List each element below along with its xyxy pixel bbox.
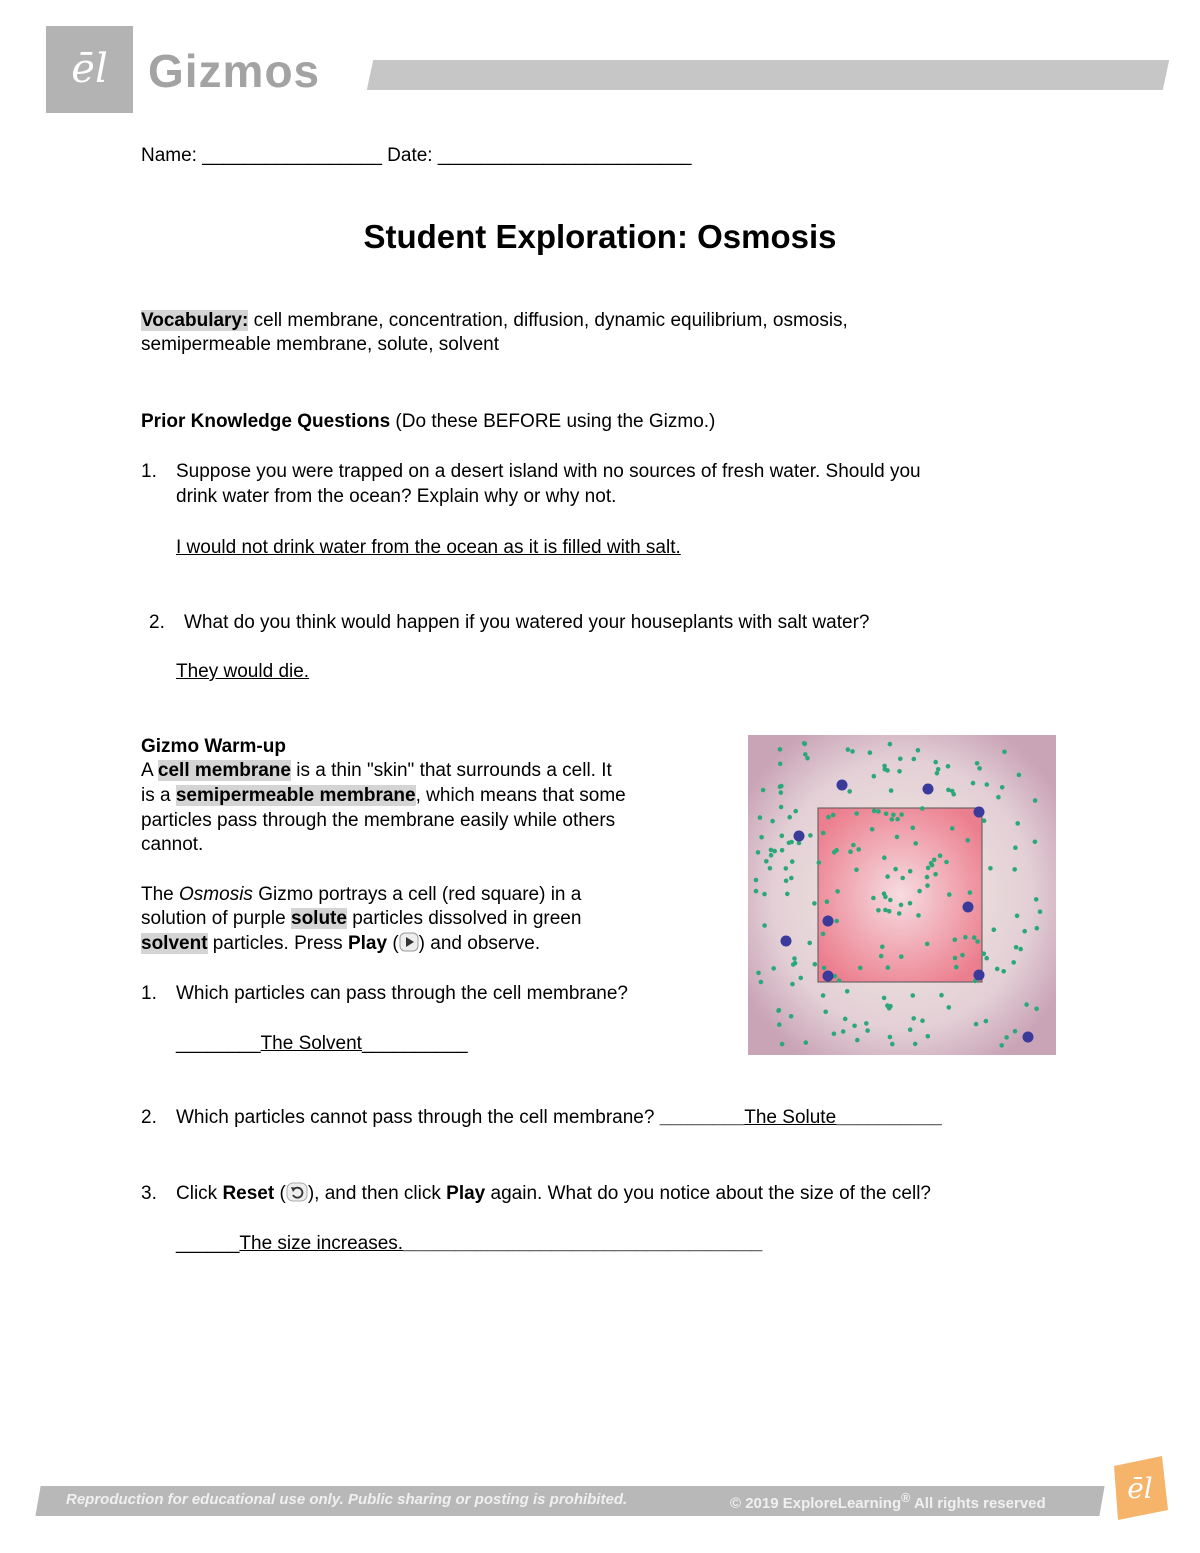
solvent-particle (911, 826, 916, 831)
solvent-particle (1015, 914, 1020, 919)
solvent-particle (787, 841, 792, 846)
solvent-particle (954, 965, 959, 970)
solvent-particle (972, 935, 977, 940)
solvent-particle (871, 896, 876, 901)
play-label: Play (347, 933, 388, 954)
solvent-particle (971, 781, 976, 786)
prior-knowledge-heading (141, 409, 715, 434)
solvent-particle (1018, 947, 1023, 952)
vocabulary-terms-1: cell membrane, concentration, diffusion, dynamic equilibrium, osmosis, (248, 310, 848, 331)
solvent-particle (895, 817, 900, 822)
solvent-particle (876, 908, 881, 913)
solvent-particle (847, 789, 852, 794)
solvent-particle (899, 812, 904, 817)
solvent-particle (925, 942, 930, 947)
prior-q1-text-2: drink water from the ocean? Explain why or why not. (176, 486, 617, 507)
prior-q1-answer: I would not drink water from the ocean as it is filled with salt. (176, 537, 681, 558)
solvent-particle (841, 1029, 846, 1034)
prior-q1-text-1: Suppose you were trapped on a desert island with no sources of fresh water. Should you (176, 461, 921, 482)
date-label: Date: (387, 145, 433, 166)
warmup-p1-line-3: particles pass through the membrane easily while others (141, 810, 616, 831)
solvent-particle (1035, 926, 1040, 931)
solvent-particle (799, 976, 804, 981)
footer-notice: Reproduction for educational use only. Public sharing or posting is prohibited. (66, 1491, 628, 1508)
solvent-particle (835, 889, 840, 894)
solvent-particle (890, 817, 895, 822)
solvent-particle (883, 767, 888, 772)
solvent-particle (984, 1019, 989, 1024)
warmup-q1-answer-line (176, 1031, 468, 1056)
solvent-particle (759, 980, 764, 985)
prior-heading-text: Prior Knowledge Questions (141, 411, 391, 432)
solvent-particle (779, 790, 784, 795)
warmup-p1-line-4: cannot. (141, 834, 204, 855)
solvent-particle (1013, 1029, 1018, 1034)
solvent-particle (912, 757, 917, 762)
solvent-particle (784, 879, 789, 884)
text-run: is a thin "skin" that surrounds a cell. It (290, 760, 612, 781)
osmosis-simulation-image (748, 735, 1056, 1055)
solvent-particle (848, 849, 853, 854)
solute-particle (974, 970, 985, 981)
solvent-particle (762, 892, 767, 897)
explorelearning-logo (46, 26, 133, 113)
solvent-particle (916, 913, 921, 918)
solvent-particle (888, 742, 893, 747)
brand-name: Gizmos (148, 45, 321, 97)
solvent-particle (1022, 929, 1027, 934)
solvent-particle (789, 876, 794, 881)
solvent-particle (855, 1038, 860, 1043)
solvent-particle (837, 978, 842, 983)
solvent-particle (889, 788, 894, 793)
solute-particle (923, 784, 934, 795)
solvent-particle (975, 761, 980, 766)
warmup-q1-answer: The Solvent (260, 1033, 362, 1054)
solvent-particle (982, 951, 987, 956)
rights-text: All rights reserved (910, 1495, 1046, 1512)
solvent-particle (939, 993, 944, 998)
solvent-particle (947, 892, 952, 897)
solvent-particle (982, 818, 987, 823)
solvent-particle (823, 1010, 828, 1015)
solvent-particle (770, 819, 775, 824)
solvent-particle (933, 872, 938, 877)
solute-particle (837, 780, 848, 791)
prior-q2-line (149, 610, 869, 635)
name-date-line (141, 143, 691, 168)
solvent-particle (936, 767, 941, 772)
warmup-p2-line-3 (141, 931, 540, 956)
solvent-particle (856, 847, 861, 852)
solvent-particle (900, 876, 905, 881)
solvent-particle (926, 866, 931, 871)
solvent-particle (893, 867, 898, 872)
solvent-particle (868, 750, 873, 755)
solvent-particle (812, 901, 817, 906)
text-run: , which means that some (415, 785, 626, 806)
solvent-particle (926, 1034, 931, 1039)
text-run: ) and observe. (418, 933, 541, 954)
solvent-particle (787, 815, 792, 820)
solvent-particle (756, 971, 761, 976)
solvent-particle (852, 1024, 857, 1029)
solvent-particle (759, 835, 764, 840)
solute-particle (823, 971, 834, 982)
solvent-particle (960, 953, 965, 958)
reset-icon (286, 1182, 308, 1202)
solvent-particle (754, 889, 759, 894)
solvent-particle (882, 855, 887, 860)
blank: __________ (361, 1033, 468, 1054)
solvent-particle (946, 764, 951, 769)
solvent-particle (1033, 840, 1038, 845)
solvent-particle (879, 954, 884, 959)
warmup-q2-answer: The Solute (744, 1107, 837, 1128)
solvent-particle (974, 1022, 979, 1027)
solvent-particle (1034, 1007, 1039, 1012)
solvent-particle (1014, 945, 1019, 950)
solvent-particle (846, 747, 851, 752)
solvent-particle (777, 1022, 782, 1027)
text-run: again. What do you notice about the size of the cell? (485, 1183, 931, 1204)
solvent-particle (771, 966, 776, 971)
solvent-particle (790, 859, 795, 864)
solvent-particle (1015, 821, 1020, 826)
text-run: particles dissolved in green (346, 908, 582, 929)
blank: __________________________________ (403, 1233, 763, 1254)
prior-heading-note: (Do these BEFORE using the Gizmo.) (390, 411, 716, 432)
solute-particle (781, 936, 792, 947)
solvent-particle (756, 850, 761, 855)
solvent-particle (803, 752, 808, 757)
solvent-particle (780, 848, 785, 853)
solvent-particle (965, 838, 970, 843)
solvent-particle (758, 815, 763, 820)
warmup-p1-line-1 (141, 758, 612, 783)
warmup-p1-line-2 (141, 783, 626, 808)
solvent-particle (925, 883, 930, 888)
solvent-particle (968, 890, 973, 895)
warmup-p2-line-1 (141, 882, 581, 907)
solvent-particle (897, 769, 902, 774)
play-label: Play (446, 1183, 486, 1204)
solvent-particle (762, 923, 767, 928)
text-run: ( (387, 933, 399, 954)
solvent-particle (951, 792, 956, 797)
solvent-particle (908, 869, 913, 874)
blank: __________ (836, 1107, 942, 1128)
solvent-particle (876, 809, 881, 814)
solvent-particle (854, 868, 859, 873)
gizmo-name: Osmosis (179, 884, 253, 905)
text-run: Click (176, 1183, 223, 1204)
text-run: particles. Press (207, 933, 348, 954)
solvent-particle (985, 782, 990, 787)
text-run: A (141, 760, 158, 781)
solvent-particle (925, 875, 930, 880)
question-number: 1. (141, 461, 157, 482)
solute-particle (974, 807, 985, 818)
solvent-particle (1000, 785, 1005, 790)
solvent-particle (769, 848, 774, 853)
solvent-particle (947, 1005, 952, 1010)
solvent-particle (1011, 960, 1016, 965)
solvent-particle (776, 1009, 781, 1014)
question-number: 1. (141, 983, 157, 1004)
question-number: 3. (141, 1183, 157, 1204)
vocabulary-label: Vocabulary: (141, 310, 249, 331)
solvent-particle (888, 898, 893, 903)
date-blank: ________________________ (437, 145, 692, 166)
solvent-particle (754, 878, 759, 883)
solvent-particle (813, 962, 818, 967)
solvent-particle (933, 760, 938, 765)
solvent-particle (784, 866, 789, 871)
solvent-particle (872, 774, 877, 779)
solvent-particle (792, 956, 797, 961)
solvent-particle (761, 788, 766, 793)
warmup-q3-line (141, 1181, 931, 1206)
solvent-particle (884, 811, 889, 816)
solvent-particle (1002, 750, 1007, 755)
solvent-particle (882, 891, 887, 896)
question-number: 2. (141, 1107, 157, 1128)
solvent-particle (807, 941, 812, 946)
solvent-particle (913, 841, 918, 846)
solvent-particle (822, 966, 827, 971)
solvent-particle (992, 927, 997, 932)
solvent-particle (834, 919, 839, 924)
warmup-p2-line-2 (141, 906, 581, 931)
solvent-particle (804, 1040, 809, 1045)
solvent-particle (858, 966, 863, 971)
solute-particle (963, 902, 974, 913)
copyright-text: © 2019 ExploreLearning (730, 1495, 902, 1512)
solvent-particle (950, 826, 955, 831)
solvent-particle (908, 1027, 913, 1032)
warmup-q3-answer: The size increases. (239, 1233, 404, 1254)
solvent-particle (864, 1021, 869, 1026)
solvent-particle (911, 993, 916, 998)
solvent-particle (826, 815, 831, 820)
text-run: ( (274, 1183, 286, 1204)
text-run: The (141, 884, 180, 905)
registered-mark: ® (901, 1491, 911, 1505)
blank: ________ (659, 1107, 745, 1128)
el-logo-icon: ēl (71, 46, 108, 92)
term-solvent: solvent (141, 933, 208, 954)
solvent-particle (1038, 909, 1043, 914)
solvent-particle (1017, 773, 1022, 778)
question-number: 2. (149, 612, 165, 633)
solvent-particle (908, 901, 913, 906)
solvent-particle (778, 762, 783, 767)
solute-particle (794, 831, 805, 842)
page-title: Student Exploration: Osmosis (363, 218, 837, 255)
solvent-particle (779, 805, 784, 810)
solvent-particle (821, 831, 826, 836)
solvent-particle (851, 843, 856, 848)
solvent-particle (803, 742, 808, 747)
name-blank: _________________ (202, 145, 382, 166)
warmup-heading: Gizmo Warm-up (141, 736, 286, 757)
solvent-particle (890, 1042, 895, 1047)
solvent-particle (917, 889, 922, 894)
solvent-particle (817, 860, 822, 865)
solvent-particle (883, 908, 888, 913)
prior-q1-line-1 (141, 459, 921, 484)
solvent-particle (854, 811, 859, 816)
solvent-particle (843, 1017, 848, 1022)
solvent-particle (944, 860, 949, 865)
solvent-particle (1013, 845, 1018, 850)
svg-text:ēl: ēl (1127, 1472, 1153, 1505)
solvent-particle (780, 1042, 785, 1047)
solvent-particle (920, 1018, 925, 1023)
solvent-particle (768, 866, 773, 871)
solvent-particle (895, 835, 900, 840)
solvent-particle (834, 848, 839, 853)
solvent-particle (872, 809, 877, 814)
vocabulary-terms-2: semipermeable membrane, solute, solvent (141, 334, 500, 355)
blank: ________ (176, 1033, 261, 1054)
term-solute: solute (291, 908, 347, 929)
solvent-particle (899, 903, 904, 908)
text-run: ), and then click (307, 1183, 447, 1204)
reset-label: Reset (222, 1183, 275, 1204)
warmup-q2-line (141, 1105, 942, 1130)
solvent-particle (1034, 897, 1039, 902)
solute-particle (1023, 1032, 1034, 1043)
solvent-particle (888, 1004, 893, 1009)
solvent-particle (920, 806, 925, 811)
solvent-particle (935, 771, 940, 776)
solvent-particle (938, 853, 943, 858)
solvent-particle (913, 1042, 918, 1047)
solvent-particle (865, 1028, 870, 1033)
solvent-particle (831, 813, 836, 818)
solvent-particle (1012, 867, 1017, 872)
solvent-particle (832, 1032, 837, 1037)
solvent-particle (891, 813, 896, 818)
solvent-particle (888, 1035, 893, 1040)
solvent-particle (778, 747, 783, 752)
solvent-particle (932, 858, 937, 863)
solvent-particle (785, 892, 790, 897)
warmup-q2-text: Which particles cannot pass through the cell membrane? (176, 1107, 660, 1128)
solvent-particle (988, 866, 993, 871)
solvent-particle (984, 956, 989, 961)
solvent-particle (911, 1016, 916, 1021)
solvent-particle (880, 945, 885, 950)
solvent-particle (963, 935, 968, 940)
footer-copyright (730, 1491, 1046, 1512)
name-label: Name: (141, 145, 197, 166)
solvent-particle (916, 748, 921, 753)
solvent-particle (885, 874, 890, 879)
vocabulary-line-1 (141, 308, 848, 333)
blank: ______ (176, 1233, 240, 1254)
solvent-particle (898, 757, 903, 762)
solvent-particle (790, 982, 795, 987)
solute-particle (823, 916, 834, 927)
solvent-particle (999, 1043, 1004, 1048)
solvent-particle (897, 911, 902, 916)
solvent-particle (821, 993, 826, 998)
solvent-particle (1024, 1002, 1029, 1007)
solvent-particle (977, 766, 982, 771)
solvent-particle (789, 1014, 794, 1019)
solvent-particle (793, 961, 798, 966)
solvent-particle (899, 954, 904, 959)
solvent-particle (946, 788, 951, 793)
prior-q2-answer: They would die. (176, 661, 310, 682)
text-run: is a (141, 785, 176, 806)
solvent-particle (1001, 969, 1006, 974)
term-semipermeable-membrane: semipermeable membrane (175, 785, 416, 806)
text-run: Gizmo portrays a cell (red square) in a (252, 884, 582, 905)
solvent-particle (870, 827, 875, 832)
play-icon (399, 932, 419, 952)
solvent-particle (929, 861, 934, 866)
solvent-particle (821, 932, 826, 937)
solvent-particle (780, 834, 785, 839)
solvent-particle (764, 859, 769, 864)
footer-el-logo-icon (1106, 1452, 1172, 1524)
solvent-particle (1004, 1035, 1009, 1040)
solvent-particle (886, 965, 891, 970)
warmup-q1-line (141, 981, 628, 1006)
solvent-particle (793, 809, 798, 814)
solvent-particle (953, 956, 958, 961)
solvent-particle (845, 989, 850, 994)
header-bar (367, 60, 1169, 90)
warmup-q3-answer-line (176, 1231, 762, 1256)
prior-q2-text: What do you think would happen if you watered your houseplants with salt water? (184, 612, 870, 633)
solvent-particle (778, 784, 783, 789)
text-run: solution of purple (141, 908, 291, 929)
solvent-particle (953, 937, 958, 942)
solvent-particle (850, 749, 855, 754)
term-cell-membrane: cell membrane (157, 760, 291, 781)
solvent-particle (882, 996, 887, 1001)
solvent-particle (825, 899, 830, 904)
solvent-particle (1033, 798, 1038, 803)
solvent-particle (975, 939, 980, 944)
solvent-particle (769, 853, 774, 858)
solvent-particle (996, 795, 1001, 800)
solvent-particle (995, 967, 1000, 972)
solvent-particle (808, 833, 813, 838)
warmup-q1-text: Which particles can pass through the cell membrane? (176, 983, 629, 1004)
